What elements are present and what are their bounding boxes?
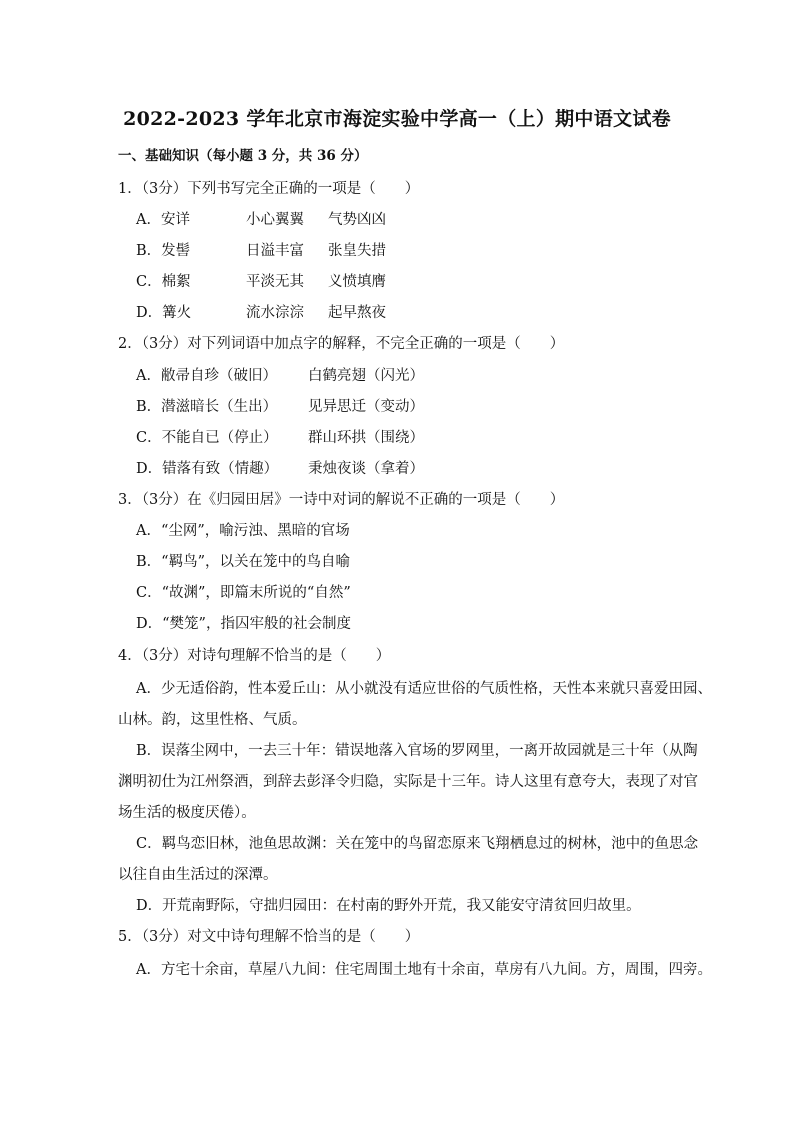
question-1-option-c — [136, 270, 436, 290]
option-word: 起早熬夜 — [328, 305, 386, 321]
question-5-line: A．方宅十余亩，草屋八九间：住宅周围土地有十余亩，草房有八九间。方，周围，四旁。 — [136, 962, 712, 978]
option-text: C．不能自已（停止） — [136, 430, 278, 446]
question-2-stem: 2．（3分）对下列词语中加点字的解释，不完全正确的一项是（ ） — [118, 336, 565, 352]
question-4-line: D．开荒南野际，守拙归园田：在村南的野外开荒，我又能安守清贫回归故里。 — [136, 898, 641, 914]
option-text: 群山环拱（围绕） — [308, 430, 424, 446]
page-title: 2022-2023 学年北京市海淀实验中学高一（上）期中语文试卷 — [123, 108, 671, 130]
question-4-line: A．少无适俗韵，性本爱丘山：从小就没有适应世俗的气质性格，天性本来就只喜爱田园、 — [136, 681, 712, 697]
option-word: 义愤填膺 — [328, 274, 386, 290]
question-2-option-c — [136, 426, 456, 446]
question-4-line: 场生活的极度厌倦）。 — [118, 805, 256, 821]
question-5-stem: 5．（3分）对文中诗句理解不恰当的是（ ） — [118, 929, 420, 945]
question-1-option-d — [136, 301, 436, 321]
question-3-stem: 3．（3分）在《归园田居》一诗中对词的解说不正确的一项是（ ） — [118, 492, 565, 508]
option-word: 气势凶凶 — [328, 212, 386, 228]
option-text: 白鹤亮翅（闪光） — [308, 368, 424, 384]
question-4-stem: 4．（3分）对诗句理解不恰当的是（ ） — [118, 648, 391, 664]
option-word: 日溢丰富 — [246, 243, 304, 259]
question-3-option-d: D．“樊笼”，指囚牢般的社会制度 — [136, 616, 351, 632]
option-text: 见异思迁（变动） — [308, 399, 424, 415]
question-2-option-a — [136, 364, 456, 384]
option-label: A．安详 — [136, 212, 190, 228]
question-1-option-a — [136, 208, 436, 228]
option-text: 秉烛夜谈（拿着） — [308, 461, 424, 477]
section-heading: 一、基础知识（每小题 3 分，共 36 分） — [118, 148, 368, 164]
question-4-line: C．羁鸟恋旧林，池鱼思故渊：关在笼中的鸟留恋原来飞翔栖息过的树林，池中的鱼思念 — [136, 836, 699, 852]
question-4-line: 山林。韵，这里性格、气质。 — [118, 712, 307, 728]
option-word: 流水淙淙 — [246, 305, 304, 321]
question-4-line: 以往自由生活过的深潭。 — [118, 867, 278, 883]
question-3-option-c: C．“故渊”，即篇末所说的“自然” — [136, 585, 351, 601]
question-4-line: B．误落尘网中，一去三十年：错误地落入官场的罗网里，一离开故园就是三十年（从陶 — [136, 743, 698, 759]
option-label: C．棉絮 — [136, 274, 191, 290]
option-word: 平淡无其 — [246, 274, 304, 290]
option-text: B．潜滋暗长（生出） — [136, 399, 278, 415]
question-1-option-b — [136, 239, 436, 259]
question-3-option-a: A．“尘网”，喻污浊、黑暗的官场 — [136, 523, 350, 539]
option-word: 张皇失措 — [328, 243, 386, 259]
question-4-line: 渊明初仕为江州祭酒，到辞去彭泽令归隐，实际是十三年。诗人这里有意夸大，表现了对官 — [118, 774, 698, 790]
question-2-option-d — [136, 457, 456, 477]
option-label: D．篝火 — [136, 305, 192, 321]
option-label: B．发髻 — [136, 243, 191, 259]
option-text: D．错落有致（情趣） — [136, 461, 279, 477]
question-3-option-b: B．“羁鸟”，以关在笼中的鸟自喻 — [136, 554, 350, 570]
option-word: 小心翼翼 — [246, 212, 304, 228]
question-2-option-b — [136, 395, 456, 415]
option-text: A．敝帚自珍（破旧） — [136, 368, 277, 384]
question-1-stem: 1．（3分）下列书写完全正确的一项是（ ） — [118, 181, 420, 197]
